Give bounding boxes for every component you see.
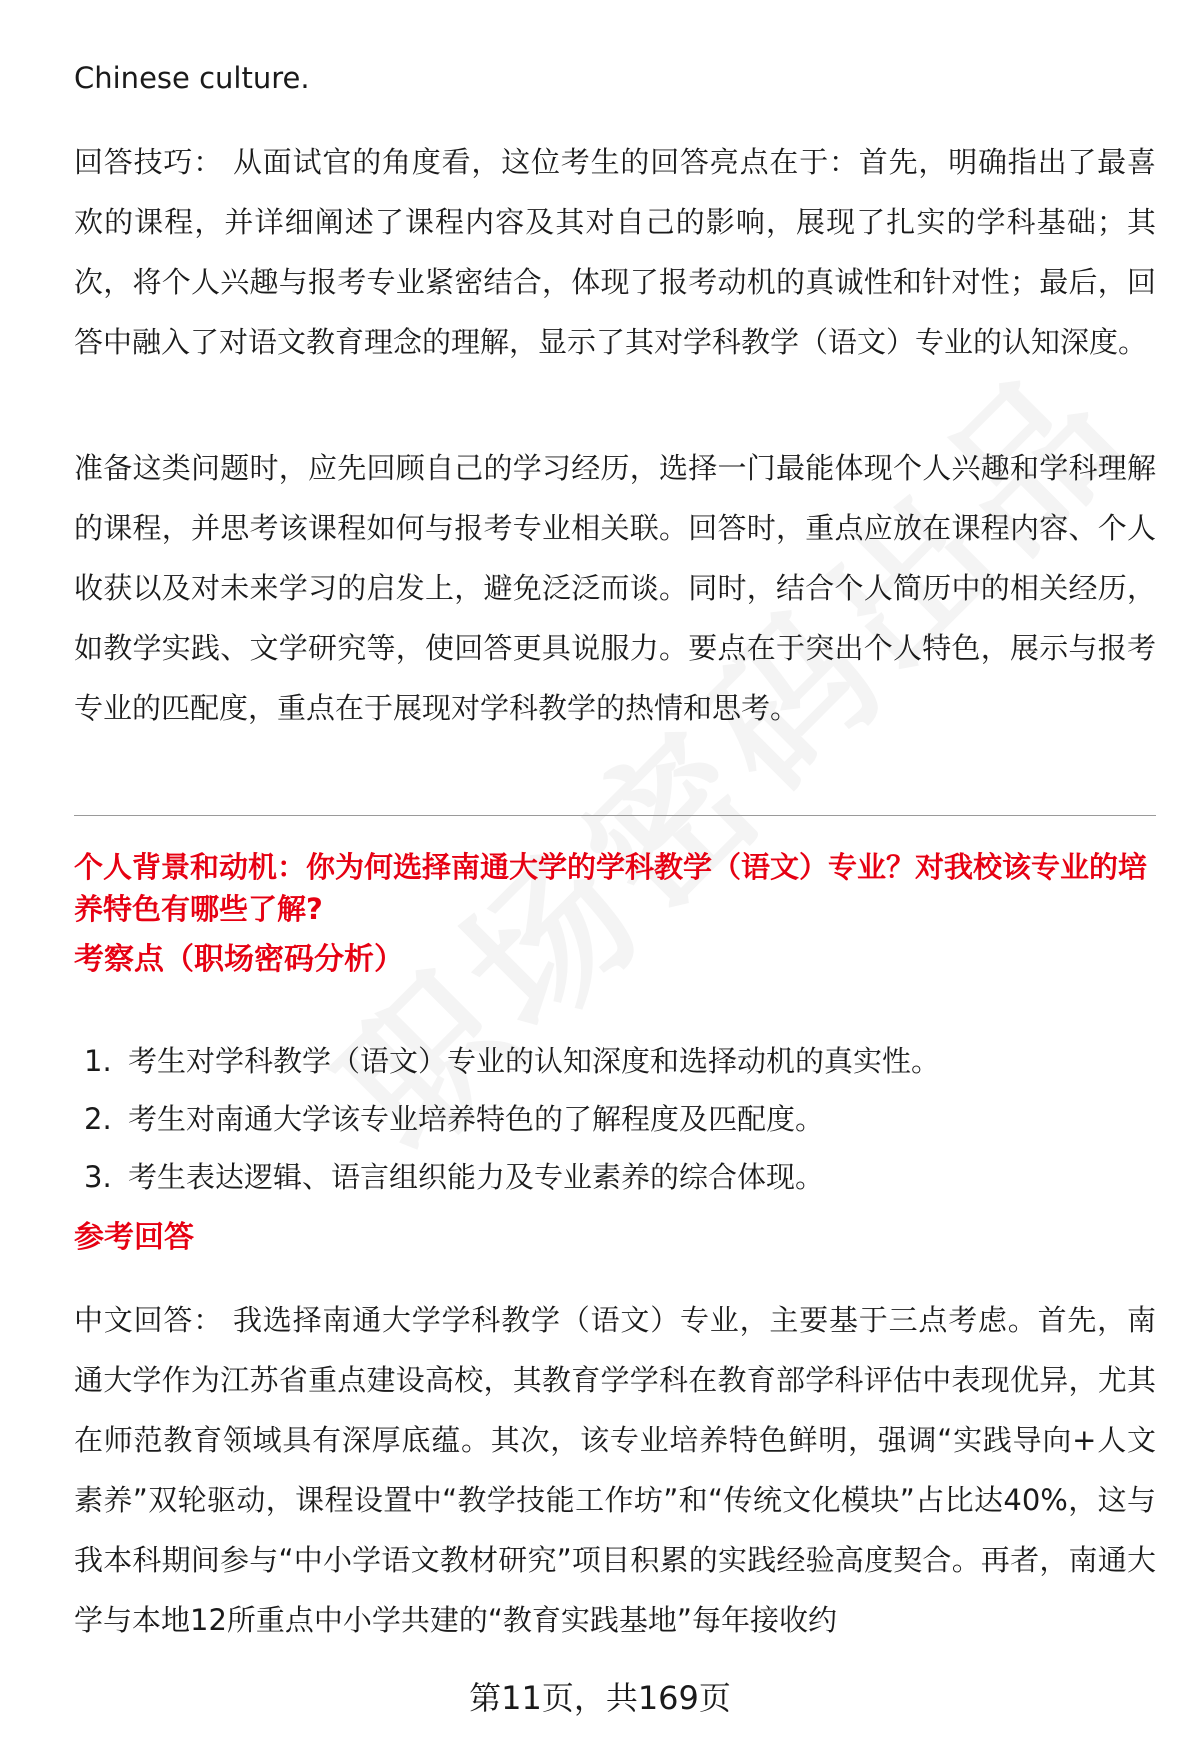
- list-item: 2. 考生对南通大学该专业培养特色的了解程度及匹配度。: [84, 1102, 825, 1136]
- heading-assessment-points: 考察点（职场密码分析）: [74, 942, 404, 977]
- paragraph-answer-tips: 回答技巧： 从面试官的角度看，这位考生的回答亮点在于：首先，明确指出了最喜欢的课程，并详细阐述了课程内容及其对自己的影响，展现了扎实的学科基础；其次，将个人兴趣与报考专业紧密结合，体现了报考动机的真诚性和针对性；最后，回答中融入了对语文教育理念的理解，显示了其对学科教学（语文）专业的认知深度。: [74, 145, 1156, 359]
- list-item: 1. 考生对学科教学（语文）专业的认知深度和选择动机的真实性。: [84, 1044, 941, 1078]
- assessment-points-list: [84, 1032, 940, 1206]
- heading-reference-answer: 参考回答: [74, 1220, 194, 1255]
- page-number: 第11页，共169页: [469, 1679, 731, 1717]
- paragraph-reference-answer: 中文回答： 我选择南通大学学科教学（语文）专业，主要基于三点考虑。首先，南通大学作为江苏省重点建设高校，其教育学学科在教育部学科评估中表现优异，尤其在师范教育领域具有深厚底蕴。其次，该专业培养特色鲜明，强调“实践导向+人文素养”双轮驱动，课程设置中“教学技能工作坊”和“传统文化模块”占比达40%，这与我本科期间参与“中小学语文教材研究”项目积累的实践经验高度契合。再者，南通大学与本地12所重点中小学共建的“教育实践基地”每年接收约: [74, 1303, 1156, 1637]
- paragraph-continued: Chinese culture.: [74, 61, 310, 95]
- list-item: 3. 考生表达逻辑、语言组织能力及专业素养的综合体现。: [84, 1160, 825, 1194]
- paragraph-preparation: 准备这类问题时，应先回顾自己的学习经历，选择一门最能体现个人兴趣和学科理解的课程，并思考该课程如何与报考专业相关联。回答时，重点应放在课程内容、个人收获以及对未来学习的启发上，避免泛泛而谈。同时，结合个人简历中的相关经历，如教学实践、文学研究等，使回答更具说服力。要点在于突出个人特色，展示与报考专业的匹配度，重点在于展现对学科教学的热情和思考。: [74, 451, 1156, 725]
- question-title: 个人背景和动机：你为何选择南通大学的学科教学（语文）专业？对我校该专业的培养特色有哪些了解?: [74, 850, 1148, 926]
- section-divider: [74, 815, 1156, 816]
